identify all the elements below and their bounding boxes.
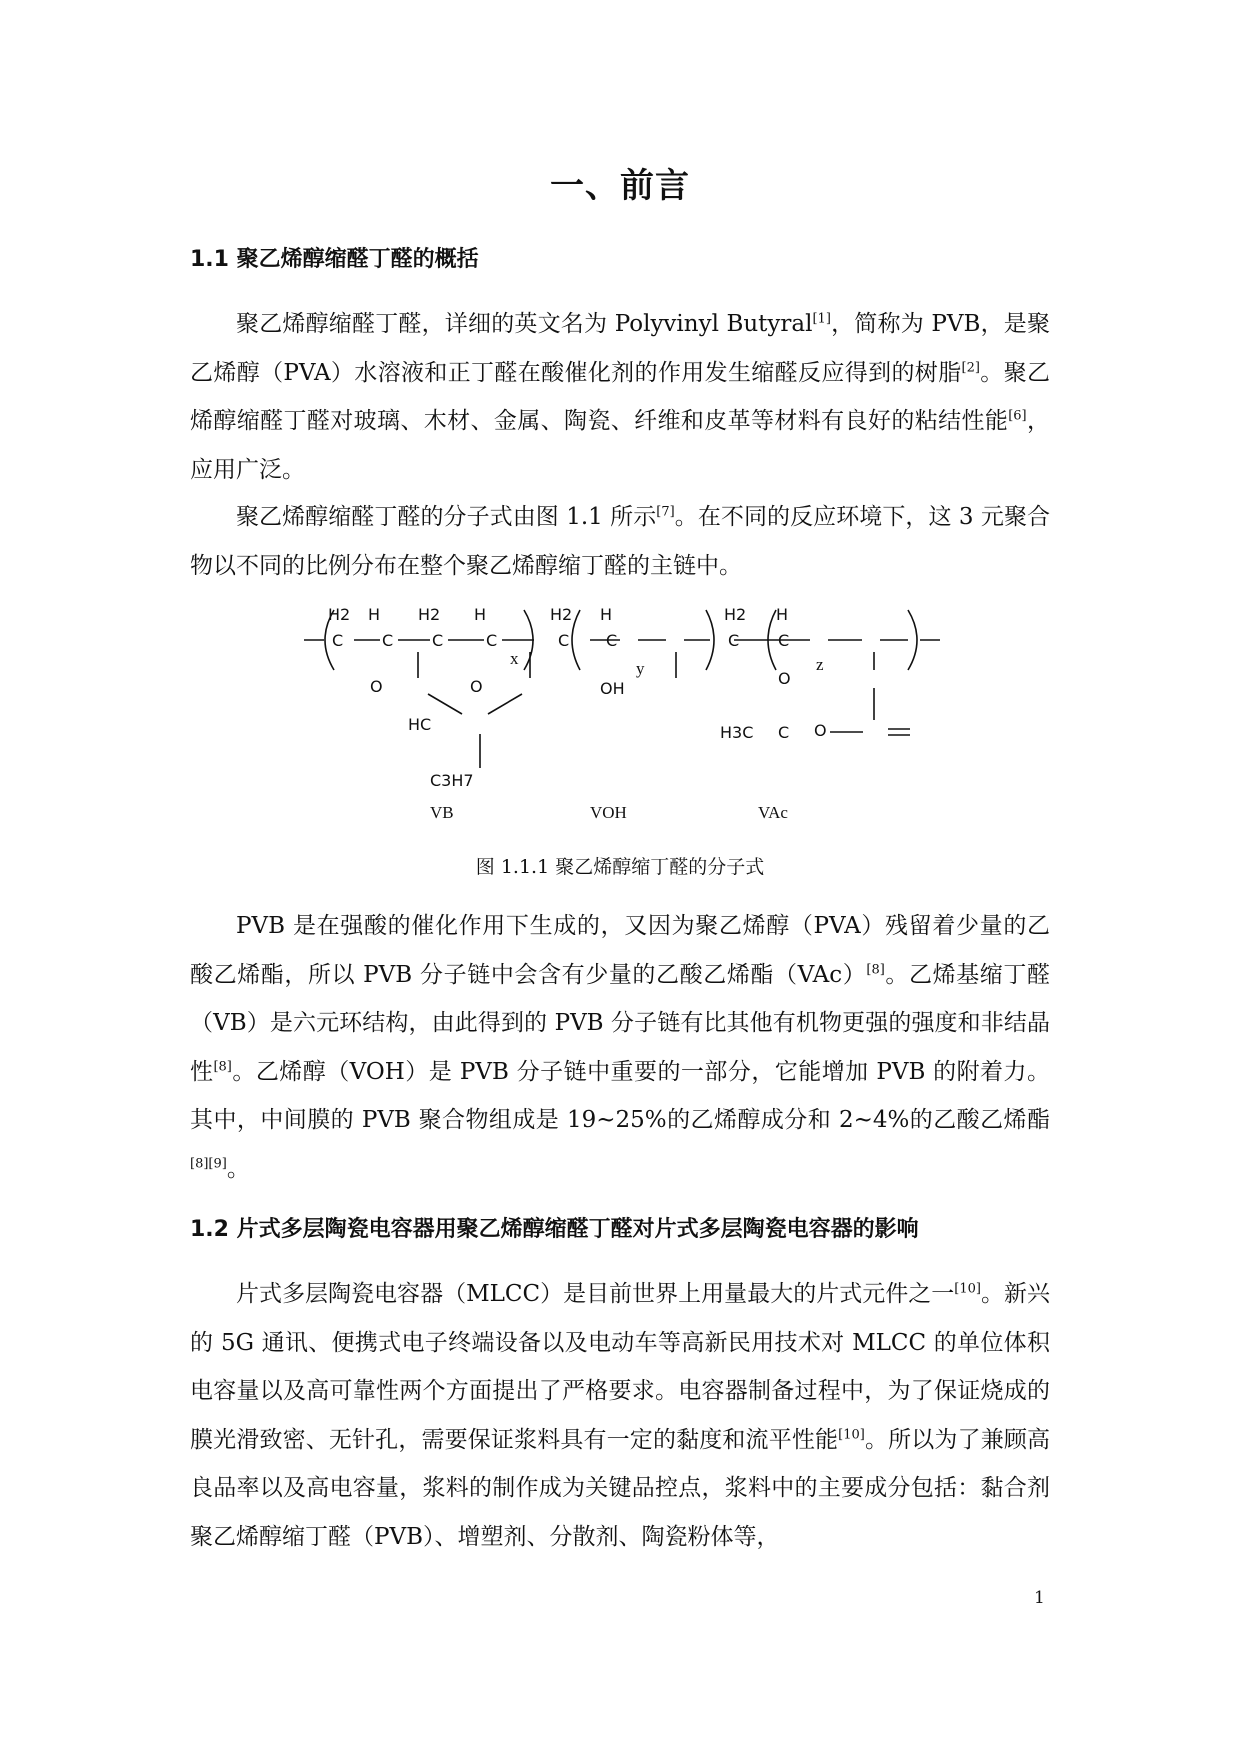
section-heading-1-1: 1.1 聚乙烯醇缩醛丁醛的概括 [190,247,479,272]
unit-label-vb: VB [430,803,454,822]
citation[interactable]: [10] [954,1281,981,1297]
atom-label: C [558,631,570,650]
pvb-structure-figure [300,600,940,830]
citation[interactable]: [8][9] [190,1156,227,1172]
text-run: 。乙烯醇（VOH）是 PVB 分子链中重要的一部分，它能增加 PVB 的附着力。其中，中间膜的 PVB 聚合物组成是 19~25%的乙烯醇成分和 2~4%的乙酸乙烯酯 [190,1058,1051,1134]
text-run: 。所以为了兼顾高良品率以及高电容量，浆料的制作成为关键品控点，浆料中的主要成分包括：黏合剂聚乙烯醇缩丁醛（PVB）、增塑剂、分散剂、陶瓷粉体等， [190,1426,1051,1550]
text-run: PVB 是在强酸的催化作用下生成的，又因为聚乙烯醇（PVA）残留着少量的乙酸乙烯酯，所以 PVB 分子链中会含有少量的乙酸乙烯酯（VAc） [190,913,1050,988]
citation[interactable]: [7] [656,504,675,520]
unit-label-voh: VOH [590,803,627,822]
repeat-subscript: z [816,655,824,674]
section-heading-1-2: 1.2 片式多层陶瓷电容器用聚乙烯醇缩醛丁醛对片式多层陶瓷电容器的影响 [190,1217,919,1242]
atom-label: H [474,605,487,624]
atom-label: H [368,605,381,624]
citation[interactable]: [2] [961,359,980,375]
atom-label: C [486,631,498,650]
atom-label: H2 [550,605,573,624]
atom-label: O [814,721,827,740]
text-run: 。新兴的 5G 通讯、便携式电子终端设备以及电动车等高新民用技术对 MLCC 的单位体积电容量以及高可靠性两个方面提出了严格要求。电容器制备过程中，为了保证烧成的膜光滑致密、无针孔，需要保证浆料具有一定的黏度和流平性能 [190,1281,1050,1453]
atom-label: C [382,631,394,650]
atom-label: C [332,631,344,650]
atom-label: H3C [720,723,754,742]
text-run: 。在不同的反应环境下，这 3 元聚合物以不同的比例分布在整个聚乙烯醇缩丁醛的主链中。 [190,504,1050,579]
atom-label: OH [600,679,625,698]
text-run: 。乙烯基缩丁醛（VB）是六元环结构，由此得到的 PVB 分子链有比其他有机物更强的强度和非结晶性 [190,961,1051,1085]
atom-label: H [776,605,789,624]
page-title: 一、前言 [550,166,690,206]
citation[interactable]: [8] [213,1059,232,1075]
citation[interactable]: [10] [838,1427,865,1443]
repeat-subscript: y [636,659,645,678]
atom-label: C [778,631,790,650]
atom-label: C [432,631,444,650]
atom-label: H2 [328,605,351,624]
figure-caption: 图 1.1.1 聚乙烯醇缩丁醛的分子式 [475,856,765,878]
text-run: 。 [226,1155,250,1182]
text-run: 片式多层陶瓷电容器（MLCC）是目前世界上用量最大的片式元件之一 [236,1281,955,1307]
atom-label: HC [408,715,432,734]
atom-label: O [778,669,791,688]
paragraph-molecular-formula [190,493,1050,590]
citation[interactable]: [8] [866,961,885,977]
paragraph-pvb-composition [190,902,1050,1194]
atom-label: H [600,605,613,624]
atom-label: H2 [724,605,747,624]
atom-label: O [370,677,383,696]
atom-label: C3H7 [430,771,474,790]
atom-label: O [470,677,483,696]
text-run: ，简称为 PVB，是聚乙烯醇（PVA）水溶液和正丁醛在酸催化剂的作用发生缩醛反应得到的树脂 [190,311,1050,386]
atom-label: C [728,631,740,650]
citation[interactable]: [6] [1008,408,1027,424]
page-number: 1 [1034,1588,1045,1608]
text-run: 聚乙烯醇缩醛丁醛，详细的英文名为 Polyvinyl Butyral [236,311,813,337]
unit-label-vac: VAc [758,803,788,822]
atom-label: C [606,631,618,650]
atom-label: C [778,723,790,742]
text-run: 。聚乙烯醇缩醛丁醛对玻璃、木材、金属、陶瓷、纤维和皮革等材料有良好的粘结性能 [190,359,1051,435]
atom-label: H2 [418,605,441,624]
citation[interactable]: [1] [812,311,831,327]
text-run: ，应用广泛。 [190,408,1051,483]
paragraph-mlcc [190,1270,1050,1562]
text-run: 聚乙烯醇缩醛丁醛的分子式由图 1.1 所示 [236,504,657,530]
repeat-subscript: x [510,649,519,668]
paragraph-pvb-overview [190,300,1050,494]
